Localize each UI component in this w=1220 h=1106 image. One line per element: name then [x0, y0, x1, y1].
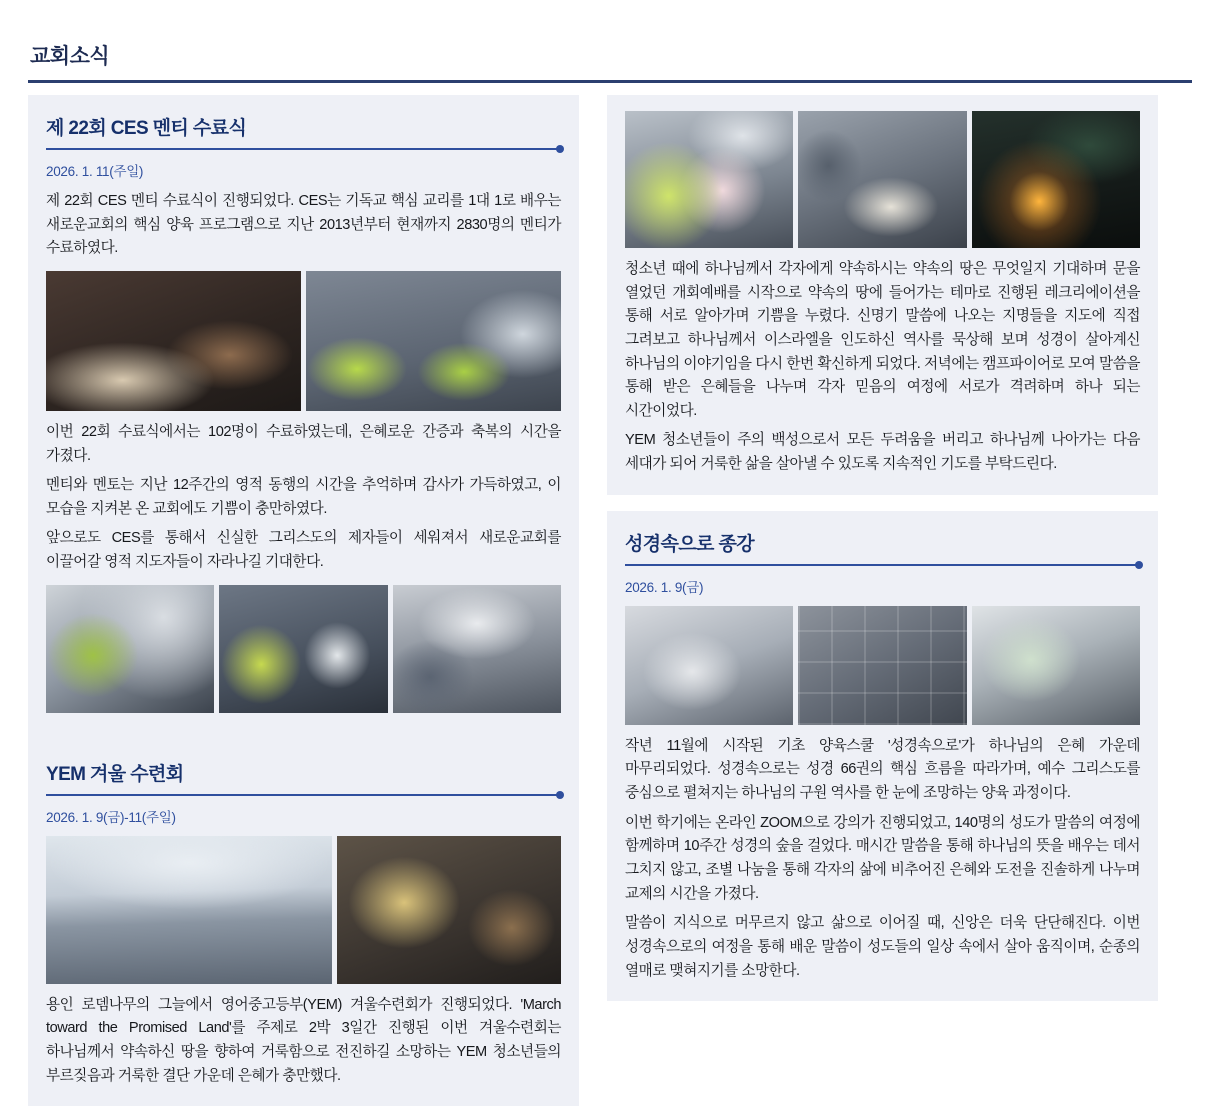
- photo-yem-snow-group: [46, 836, 332, 984]
- photo-ces-award-ceremony: [46, 271, 301, 411]
- article-paragraph: 멘티와 멘토는 지난 12주간의 영적 동행의 시간을 추억하며 감사가 가득하였고, 이 모습을 지켜본 온 교회에도 기쁨이 충만하였다.: [46, 477, 561, 517]
- photo-strip-top: [46, 271, 561, 411]
- photo-ces-graduates-celebrating: [306, 271, 561, 411]
- photo-bible-zoom-grid: [798, 606, 966, 725]
- photo-yem-map-activity: [798, 111, 966, 248]
- column-spacer: [607, 495, 1158, 511]
- photo-yem-worship-band: [337, 836, 561, 984]
- photo-bible-closing-screen: [972, 606, 1140, 725]
- article-paragraph: 이번 22회 수료식에서는 102명이 수료하였는데, 은혜로운 간증과 축복의 시간을 가졌다.: [46, 423, 561, 464]
- article-paragraph: 앞으로도 CES를 통해서 신실한 그리스도의 제자들이 세워져서 새로운교회를 이끌어갈 영적 지도자들이 자라나길 기대한다.: [46, 530, 561, 571]
- article-paragraph: YEM 청소년들이 주의 백성으로서 모든 두려움을 버리고 하나님께 나아가는 다음 세대가 되어 거룩한 삶을 살아낼 수 있도록 지속적인 기도를 부탁드린다.: [625, 432, 1140, 473]
- photo-yem-balloon-game: [625, 111, 793, 248]
- article-yem-winter-retreat: [28, 741, 579, 1106]
- article-paragraph: 작년 11월에 시작된 기초 양육스쿨 '성경속으로'가 하나님의 은혜 가운데 마무리되었다. 성경속으로는 성경 66권의 핵심 흐름을 따라가며, 예수 그리스도를 중심으로 펼쳐지는 하나님의 구원 역사를 한 눈에 조망하는 양육 과정이다.: [625, 737, 1140, 802]
- right-column: [607, 95, 1158, 1001]
- article-title: 성경속으로 종강: [625, 533, 754, 555]
- title-rule: [625, 564, 1140, 566]
- page-title: 교회소식: [30, 45, 110, 68]
- article-paragraph: 말씀이 지식으로 머무르지 않고 삶으로 이어질 때, 신앙은 더욱 단단해진다. 이번 성경속으로의 여정을 통해 배운 말씀이 성도들의 일상 속에서 살아 움직이며, 순종의 열매로 맺혀지기를 소망한다.: [625, 915, 1140, 979]
- article-bible-course-closing: [607, 511, 1158, 1001]
- article-date: 2026. 1. 9(금): [625, 579, 704, 595]
- article-title: 제 22회 CES 멘티 수료식: [46, 118, 247, 139]
- article-paragraph: 제 22회 CES 멘티 수료식이 진행되었다. CES는 기독교 핵심 교리를 1대 1로 배우는 새로운교회의 핵심 양육 프로그램으로 지난 2013년부터 현재까지 2830명의 멘티가 수료하였다.: [46, 193, 561, 257]
- photo-strip-bottom: [46, 585, 561, 713]
- page-header: [28, 40, 1192, 83]
- photo-bible-lecture-room: [625, 606, 793, 725]
- article-date: 2026. 1. 9(금)-11(주일): [46, 809, 176, 825]
- article-title: YEM 겨울 수련회: [46, 763, 184, 785]
- photo-ces-speaker-podium: [46, 585, 214, 713]
- article-paragraph: 용인 로뎀나무의 그늘에서 영어중고등부(YEM) 겨울수련회가 진행되었다. 'March toward the Promised Land'를 주제로 2박 3일간 진행된 이번 겨울수련회는 하나님께서 약속하신 땅을 향하여 거룩함으로 전진하길 소망하는 YEM 청소년들의 부르짖음과 거룩한 결단 가운데 은혜가 충만했다.: [46, 996, 561, 1084]
- photo-yem-campfire: [972, 111, 1140, 248]
- article-date: 2026. 1. 11(주일): [46, 164, 144, 179]
- photo-strip-top: [46, 836, 561, 984]
- article-paragraph: 이번 학기에는 온라인 ZOOM으로 강의가 진행되었고, 140명의 성도가 말씀의 여정에 함께하며 10주간 성경의 숲을 걸었다. 매시간 말씀을 통해 하나님의 뜻을 배우는 데서 그치지 않고, 조별 나눔을 통해 각자의 삶에 비추어진 은혜와 도전을 진솔하게 나누며 교제의 시간을 가졌다.: [625, 814, 1140, 902]
- two-column-layout: [28, 95, 1192, 1106]
- photo-ces-certificate-handover: [219, 585, 387, 713]
- article-paragraph: 청소년 때에 하나님께서 각자에게 약속하시는 약속의 땅은 무엇일지 기대하며 문을 열었던 개회예배를 시작으로 약속의 땅에 들어가는 테마로 진행된 레크리에이션을 통해 서로 알아가며 기쁨을 누렸다. 신명기 말씀에 나오는 지명들을 지도에 직접 그려보고 하나님께서 이스라엘을 인도하신 역사를 묵상해 보며 성경이 살아계신 하나님의 이야기임을 다시 한번 확신하게 되었다. 저녁에는 캠프파이어로 모여 말씀을 통해 받은 은혜들을 나누며 각자 믿음의 여정에 서로가 격려하며 하나 되는 시간이었다.: [625, 261, 1140, 419]
- photo-ces-group-portrait: [393, 585, 561, 713]
- photo-strip-top: [625, 111, 1140, 248]
- article-ces-graduation: [28, 95, 579, 741]
- photo-strip-top: [625, 606, 1140, 725]
- title-rule: [46, 794, 561, 796]
- article-yem-retreat-continued: [607, 95, 1158, 495]
- title-rule: [46, 148, 561, 150]
- left-column: [28, 95, 579, 1106]
